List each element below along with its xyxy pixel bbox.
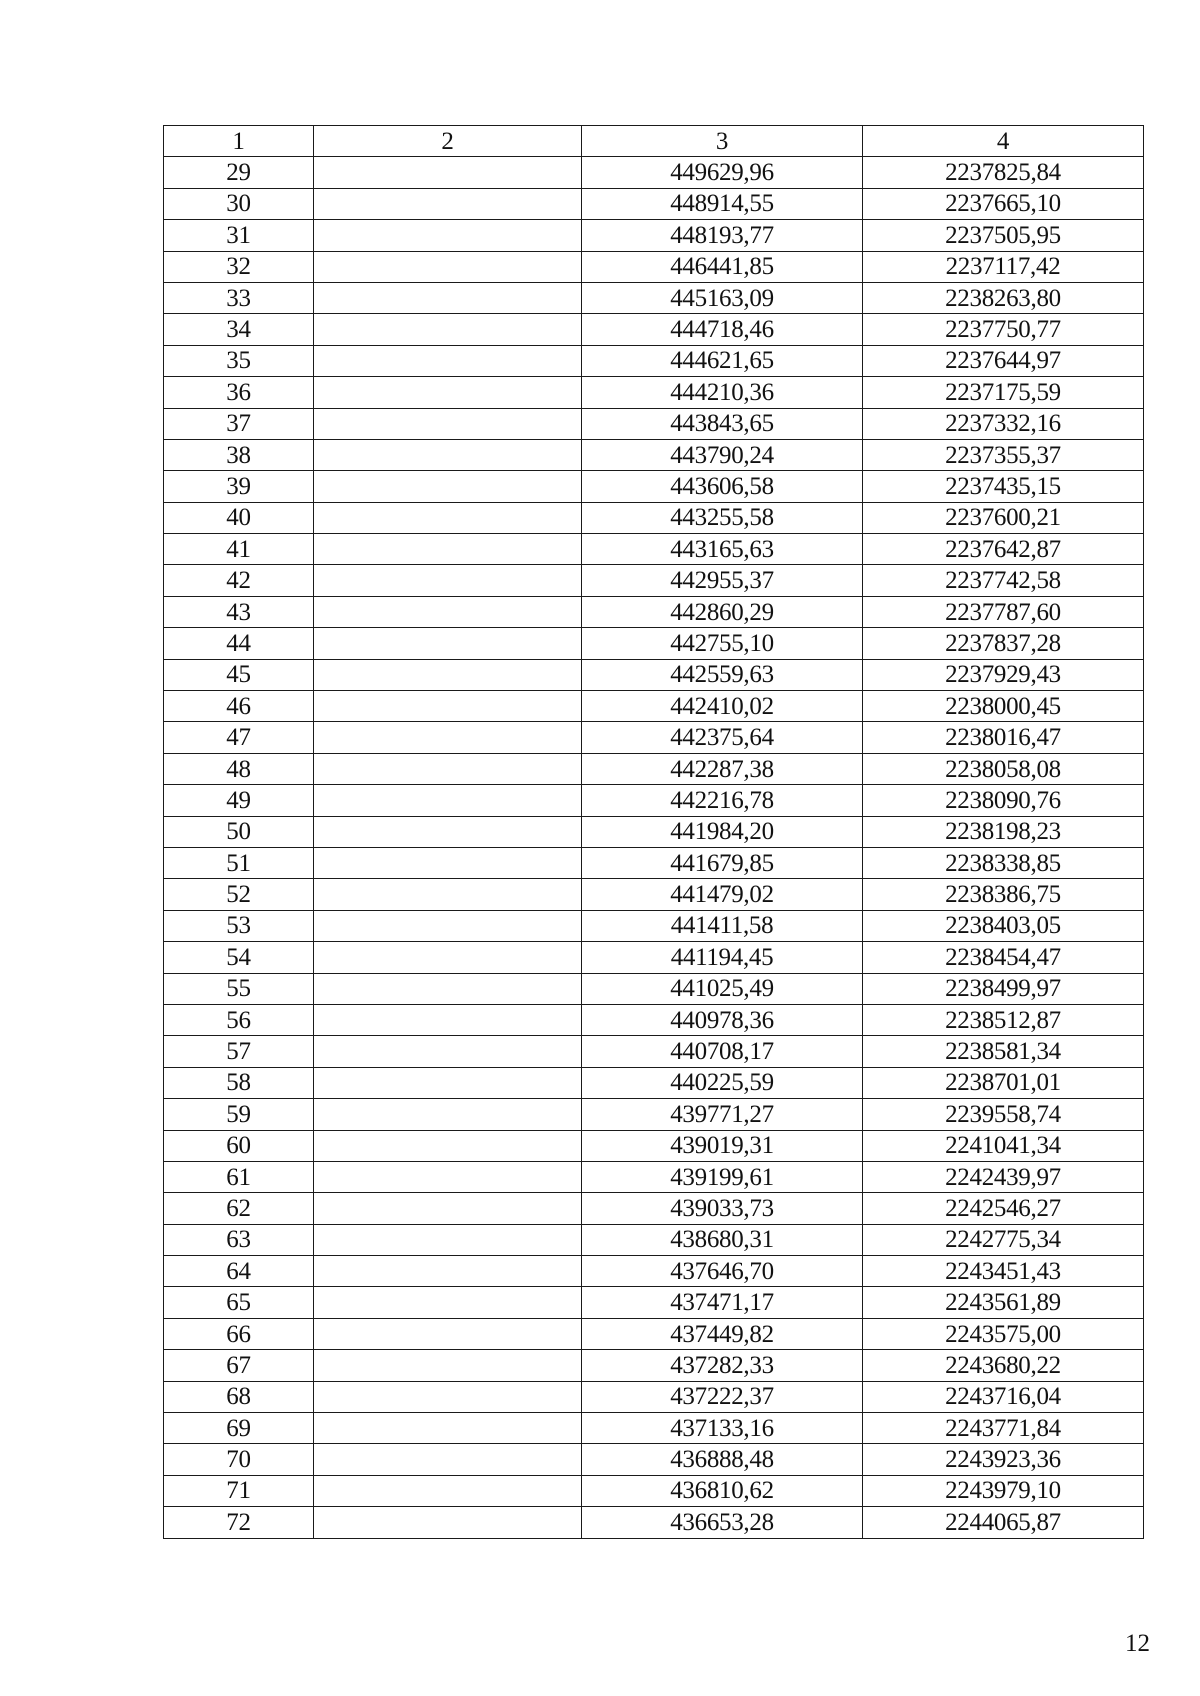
table-row — [164, 847, 1144, 878]
x-coordinate-cell: 436888,48 — [582, 1444, 863, 1475]
point-number-cell: 54 — [164, 942, 314, 973]
point-number-cell: 64 — [164, 1256, 314, 1287]
y-coordinate-cell: 2237825,84 — [863, 157, 1144, 188]
table-row — [164, 345, 1144, 376]
x-coordinate-cell: 443843,65 — [582, 408, 863, 439]
description-cell — [314, 1318, 582, 1349]
y-coordinate-cell: 2237332,16 — [863, 408, 1144, 439]
table-row — [164, 1067, 1144, 1098]
description-cell — [314, 1444, 582, 1475]
y-coordinate-cell: 2238016,47 — [863, 722, 1144, 753]
x-coordinate-cell: 439199,61 — [582, 1161, 863, 1192]
table-row — [164, 1318, 1144, 1349]
description-cell — [314, 502, 582, 533]
point-number-cell: 61 — [164, 1161, 314, 1192]
table-row — [164, 408, 1144, 439]
y-coordinate-cell: 2237787,60 — [863, 596, 1144, 627]
table-row — [164, 1350, 1144, 1381]
y-coordinate-cell: 2238263,80 — [863, 282, 1144, 313]
point-number-cell: 69 — [164, 1413, 314, 1444]
table-row — [164, 439, 1144, 470]
x-coordinate-cell: 448193,77 — [582, 220, 863, 251]
table-row — [164, 1287, 1144, 1318]
table-row — [164, 973, 1144, 1004]
x-coordinate-cell: 442216,78 — [582, 785, 863, 816]
y-coordinate-cell: 2238403,05 — [863, 910, 1144, 941]
description-cell — [314, 157, 582, 188]
x-coordinate-cell: 441025,49 — [582, 973, 863, 1004]
column-header-3: 3 — [582, 126, 863, 157]
description-cell — [314, 1413, 582, 1444]
y-coordinate-cell: 2238454,47 — [863, 942, 1144, 973]
x-coordinate-cell: 439033,73 — [582, 1193, 863, 1224]
y-coordinate-cell: 2239558,74 — [863, 1099, 1144, 1130]
point-number-cell: 60 — [164, 1130, 314, 1161]
description-cell — [314, 722, 582, 753]
description-cell — [314, 1193, 582, 1224]
x-coordinate-cell: 443606,58 — [582, 471, 863, 502]
point-number-cell: 43 — [164, 596, 314, 627]
x-coordinate-cell: 440708,17 — [582, 1036, 863, 1067]
point-number-cell: 62 — [164, 1193, 314, 1224]
description-cell — [314, 1507, 582, 1538]
table-row — [164, 879, 1144, 910]
x-coordinate-cell: 443790,24 — [582, 439, 863, 470]
x-coordinate-cell: 444718,46 — [582, 314, 863, 345]
table-row — [164, 188, 1144, 219]
x-coordinate-cell: 441479,02 — [582, 879, 863, 910]
table-row — [164, 1036, 1144, 1067]
x-coordinate-cell: 444621,65 — [582, 345, 863, 376]
table-row — [164, 1256, 1144, 1287]
column-header-4: 4 — [863, 126, 1144, 157]
description-cell — [314, 1224, 582, 1255]
table-row — [164, 1130, 1144, 1161]
y-coordinate-cell: 2238499,97 — [863, 973, 1144, 1004]
x-coordinate-cell: 443165,63 — [582, 534, 863, 565]
x-coordinate-cell: 442559,63 — [582, 659, 863, 690]
y-coordinate-cell: 2237929,43 — [863, 659, 1144, 690]
point-number-cell: 40 — [164, 502, 314, 533]
description-cell — [314, 753, 582, 784]
x-coordinate-cell: 437222,37 — [582, 1381, 863, 1412]
description-cell — [314, 1036, 582, 1067]
description-cell — [314, 220, 582, 251]
table-row — [164, 565, 1144, 596]
point-number-cell: 29 — [164, 157, 314, 188]
table-row — [164, 628, 1144, 659]
point-number-cell: 46 — [164, 691, 314, 722]
column-header-1: 1 — [164, 126, 314, 157]
x-coordinate-cell: 442410,02 — [582, 691, 863, 722]
x-coordinate-cell: 443255,58 — [582, 502, 863, 533]
table-row — [164, 659, 1144, 690]
point-number-cell: 55 — [164, 973, 314, 1004]
description-cell — [314, 1161, 582, 1192]
x-coordinate-cell: 441194,45 — [582, 942, 863, 973]
x-coordinate-cell: 442860,29 — [582, 596, 863, 627]
point-number-cell: 67 — [164, 1350, 314, 1381]
point-number-cell: 35 — [164, 345, 314, 376]
point-number-cell: 41 — [164, 534, 314, 565]
y-coordinate-cell: 2242439,97 — [863, 1161, 1144, 1192]
description-cell — [314, 471, 582, 502]
x-coordinate-cell: 441411,58 — [582, 910, 863, 941]
description-cell — [314, 314, 582, 345]
description-cell — [314, 1067, 582, 1098]
description-cell — [314, 188, 582, 219]
x-coordinate-cell: 442287,38 — [582, 753, 863, 784]
y-coordinate-cell: 2238512,87 — [863, 1004, 1144, 1035]
y-coordinate-cell: 2243979,10 — [863, 1475, 1144, 1506]
x-coordinate-cell: 445163,09 — [582, 282, 863, 313]
description-cell — [314, 628, 582, 659]
table-row — [164, 1099, 1144, 1130]
x-coordinate-cell: 436653,28 — [582, 1507, 863, 1538]
point-number-cell: 33 — [164, 282, 314, 313]
description-cell — [314, 910, 582, 941]
description-cell — [314, 659, 582, 690]
y-coordinate-cell: 2244065,87 — [863, 1507, 1144, 1538]
table-header-row — [164, 126, 1144, 157]
description-cell — [314, 973, 582, 1004]
table-row — [164, 534, 1144, 565]
point-number-cell: 48 — [164, 753, 314, 784]
description-cell — [314, 1350, 582, 1381]
table-row — [164, 910, 1144, 941]
y-coordinate-cell: 2237644,97 — [863, 345, 1144, 376]
point-number-cell: 71 — [164, 1475, 314, 1506]
point-number-cell: 36 — [164, 377, 314, 408]
x-coordinate-cell: 446441,85 — [582, 251, 863, 282]
table-row — [164, 1507, 1144, 1538]
point-number-cell: 42 — [164, 565, 314, 596]
x-coordinate-cell: 442375,64 — [582, 722, 863, 753]
point-number-cell: 66 — [164, 1318, 314, 1349]
table-row — [164, 157, 1144, 188]
point-number-cell: 32 — [164, 251, 314, 282]
point-number-cell: 65 — [164, 1287, 314, 1318]
table-row — [164, 753, 1144, 784]
y-coordinate-cell: 2238090,76 — [863, 785, 1144, 816]
x-coordinate-cell: 437471,17 — [582, 1287, 863, 1318]
y-coordinate-cell: 2243451,43 — [863, 1256, 1144, 1287]
table-body — [164, 157, 1144, 1538]
y-coordinate-cell: 2242775,34 — [863, 1224, 1144, 1255]
x-coordinate-cell: 439019,31 — [582, 1130, 863, 1161]
description-cell — [314, 377, 582, 408]
column-header-2: 2 — [314, 126, 582, 157]
point-number-cell: 34 — [164, 314, 314, 345]
table-row — [164, 816, 1144, 847]
x-coordinate-cell: 441984,20 — [582, 816, 863, 847]
point-number-cell: 39 — [164, 471, 314, 502]
y-coordinate-cell: 2243561,89 — [863, 1287, 1144, 1318]
point-number-cell: 52 — [164, 879, 314, 910]
description-cell — [314, 879, 582, 910]
point-number-cell: 70 — [164, 1444, 314, 1475]
table-row — [164, 1004, 1144, 1035]
y-coordinate-cell: 2237665,10 — [863, 188, 1144, 219]
y-coordinate-cell: 2237600,21 — [863, 502, 1144, 533]
description-cell — [314, 345, 582, 376]
description-cell — [314, 565, 582, 596]
description-cell — [314, 282, 582, 313]
description-cell — [314, 596, 582, 627]
point-number-cell: 50 — [164, 816, 314, 847]
point-number-cell: 59 — [164, 1099, 314, 1130]
y-coordinate-cell: 2237837,28 — [863, 628, 1144, 659]
table-row — [164, 1413, 1144, 1444]
table-row — [164, 1193, 1144, 1224]
point-number-cell: 44 — [164, 628, 314, 659]
table-row — [164, 1161, 1144, 1192]
description-cell — [314, 439, 582, 470]
point-number-cell: 45 — [164, 659, 314, 690]
point-number-cell: 72 — [164, 1507, 314, 1538]
description-cell — [314, 1287, 582, 1318]
y-coordinate-cell: 2238000,45 — [863, 691, 1144, 722]
x-coordinate-cell: 442955,37 — [582, 565, 863, 596]
y-coordinate-cell: 2237175,59 — [863, 377, 1144, 408]
y-coordinate-cell: 2242546,27 — [863, 1193, 1144, 1224]
point-number-cell: 51 — [164, 847, 314, 878]
x-coordinate-cell: 440978,36 — [582, 1004, 863, 1035]
point-number-cell: 63 — [164, 1224, 314, 1255]
description-cell — [314, 816, 582, 847]
table-row — [164, 282, 1144, 313]
y-coordinate-cell: 2238198,23 — [863, 816, 1144, 847]
description-cell — [314, 1381, 582, 1412]
y-coordinate-cell: 2238701,01 — [863, 1067, 1144, 1098]
description-cell — [314, 847, 582, 878]
description-cell — [314, 534, 582, 565]
x-coordinate-cell: 441679,85 — [582, 847, 863, 878]
y-coordinate-cell: 2237750,77 — [863, 314, 1144, 345]
y-coordinate-cell: 2237355,37 — [863, 439, 1144, 470]
x-coordinate-cell: 438680,31 — [582, 1224, 863, 1255]
y-coordinate-cell: 2238058,08 — [863, 753, 1144, 784]
table-row — [164, 377, 1144, 408]
x-coordinate-cell: 436810,62 — [582, 1475, 863, 1506]
description-cell — [314, 691, 582, 722]
x-coordinate-cell: 437449,82 — [582, 1318, 863, 1349]
description-cell — [314, 1099, 582, 1130]
page-number: 12 — [1125, 1630, 1150, 1657]
table-row — [164, 251, 1144, 282]
point-number-cell: 37 — [164, 408, 314, 439]
description-cell — [314, 1004, 582, 1035]
table-row — [164, 502, 1144, 533]
description-cell — [314, 785, 582, 816]
table-row — [164, 1224, 1144, 1255]
y-coordinate-cell: 2237117,42 — [863, 251, 1144, 282]
point-number-cell: 53 — [164, 910, 314, 941]
point-number-cell: 68 — [164, 1381, 314, 1412]
table-row — [164, 596, 1144, 627]
table-row — [164, 314, 1144, 345]
description-cell — [314, 1130, 582, 1161]
table-row — [164, 942, 1144, 973]
coordinates-table — [163, 125, 1144, 1539]
table-row — [164, 785, 1144, 816]
y-coordinate-cell: 2237642,87 — [863, 534, 1144, 565]
point-number-cell: 30 — [164, 188, 314, 219]
y-coordinate-cell: 2237435,15 — [863, 471, 1144, 502]
point-number-cell: 58 — [164, 1067, 314, 1098]
point-number-cell: 47 — [164, 722, 314, 753]
description-cell — [314, 1475, 582, 1506]
description-cell — [314, 251, 582, 282]
x-coordinate-cell: 439771,27 — [582, 1099, 863, 1130]
description-cell — [314, 1256, 582, 1287]
y-coordinate-cell: 2243923,36 — [863, 1444, 1144, 1475]
y-coordinate-cell: 2238386,75 — [863, 879, 1144, 910]
y-coordinate-cell: 2238581,34 — [863, 1036, 1144, 1067]
y-coordinate-cell: 2237505,95 — [863, 220, 1144, 251]
table-row — [164, 471, 1144, 502]
point-number-cell: 56 — [164, 1004, 314, 1035]
x-coordinate-cell: 440225,59 — [582, 1067, 863, 1098]
point-number-cell: 49 — [164, 785, 314, 816]
x-coordinate-cell: 437133,16 — [582, 1413, 863, 1444]
x-coordinate-cell: 442755,10 — [582, 628, 863, 659]
description-cell — [314, 942, 582, 973]
table-row — [164, 691, 1144, 722]
point-number-cell: 31 — [164, 220, 314, 251]
y-coordinate-cell: 2238338,85 — [863, 847, 1144, 878]
y-coordinate-cell: 2243716,04 — [863, 1381, 1144, 1412]
table-row — [164, 1475, 1144, 1506]
y-coordinate-cell: 2243575,00 — [863, 1318, 1144, 1349]
description-cell — [314, 408, 582, 439]
table-row — [164, 220, 1144, 251]
y-coordinate-cell: 2243771,84 — [863, 1413, 1144, 1444]
table-row — [164, 1444, 1144, 1475]
x-coordinate-cell: 437646,70 — [582, 1256, 863, 1287]
table-row — [164, 1381, 1144, 1412]
point-number-cell: 38 — [164, 439, 314, 470]
x-coordinate-cell: 437282,33 — [582, 1350, 863, 1381]
y-coordinate-cell: 2243680,22 — [863, 1350, 1144, 1381]
y-coordinate-cell: 2237742,58 — [863, 565, 1144, 596]
x-coordinate-cell: 444210,36 — [582, 377, 863, 408]
x-coordinate-cell: 448914,55 — [582, 188, 863, 219]
x-coordinate-cell: 449629,96 — [582, 157, 863, 188]
point-number-cell: 57 — [164, 1036, 314, 1067]
table-row — [164, 722, 1144, 753]
y-coordinate-cell: 2241041,34 — [863, 1130, 1144, 1161]
